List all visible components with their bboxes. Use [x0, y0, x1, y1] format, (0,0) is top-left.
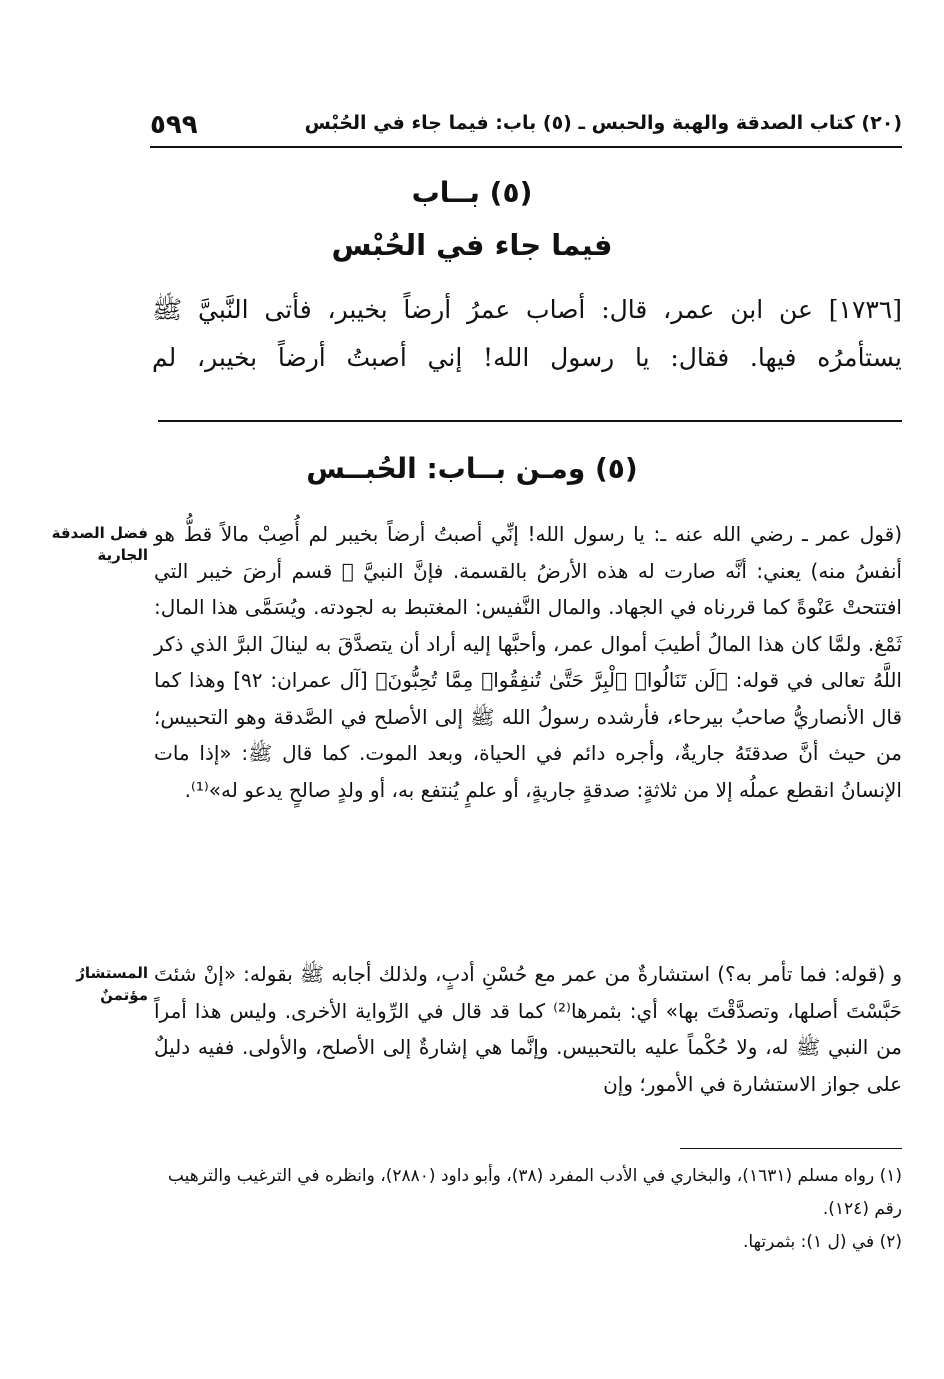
commentary-paragraph: و (قوله: فما تأمر به؟) استشارةٌ من عمر مع حُسْنِ أدبٍ، ولذلك أجابه ﷺ بقوله: «إنْ شئتَ حَبَّسْتَ أصلها، وتصدَّقْتَ بها» أي: بثمرها⁽²⁾ كما قد قال في الرِّواية الأخرى. وليس هذا أمراً من النبي ﷺ له، ولا حُكْماً عليه بالتحبيس. وإنَّما هي إشارةٌ إلى الأصلح، والأولى. ففيه دليلٌ على جواز الاستشارة في الأمور؛ وإن: [154, 962, 902, 1096]
footnote-1: (١) رواه مسلم (١٦٣١)، والبخاري في الأدب المفرد (٣٨)، وأبو داود (٢٨٨٠)، وانظره في الترغيب والترهيب رقم (١٢٤).: [167, 1166, 902, 1219]
commentary-paragraph: (قول عمر ـ رضي الله عنه ـ: يا رسول الله! إنِّي أصبتُ أرضاً بخيبر لم أُصِبْ مالاً قطُّ هو أنفسُ منه) يعني: أنَّه صارت له هذه الأرضُ بالقسمة. فإنَّ النبيَّ ﷺ قسم أرضَ خيبر التي افتتحتْ عَنْوةً كما قررناه في الجهاد. والمال النَّفيس: المغتبط به لجودته. ويُسَمَّى هذا المال: ثَمْغ. ولمَّا كان هذا المالُ أطيبَ أموال عمر، وأحبَّها إليه أراد أن يتصدَّقَ به لينالَ البرَّ الذي ذكر اللَّهُ تعالى في قوله: ﴿لَن تَنَالُوا۟ ٱلْبِرَّ حَتَّىٰ تُنفِقُوا۟ مِمَّا تُحِبُّونَ﴾ [آل عمران: ٩٢] وهذا كما قال الأنصاريُّ صاحبُ بيرحاء، فأرشده رسولُ الله ﷺ إلى الأصلح في الصَّدقة وهو التحبيس؛ من حيث أنَّ صدقتَهُ جاريةٌ، وأجره دائم في الحياة، وبعد الموت. كما قال ﷺ: «إذا مات الإنسانُ انقطع عملُه إلا من ثلاثةٍ: صدقةٍ جاريةٍ، أو علمٍ يُنتفع به، أو ولدٍ صالحٍ يدعو له»⁽¹⁾.: [154, 522, 902, 802]
footnote-2: (٢) في (ل ١): بثمرتها.: [742, 1232, 902, 1252]
margin-note-consultant: [12, 962, 148, 1006]
page-header: [150, 108, 902, 142]
margin-note-line: فضل الصدقة: [51, 524, 148, 542]
chapter-title: فيما جاء في الحُبْس: [331, 228, 613, 262]
section-divider: [158, 420, 902, 422]
page-number: ٥٩٩: [150, 110, 198, 140]
footnotes: [150, 1160, 902, 1259]
margin-note-charity: [12, 522, 148, 566]
running-title: (٢٠) كتاب الصدقة والهبة والحبس ـ (٥) باب: فيما جاء في الحُبْس: [304, 112, 902, 134]
hadith-paragraph: [١٧٣٦] عن ابن عمر، قال: أصاب عمرُ أرضاً بخيبر، فأتى النَّبيَّ ﷺ يستأمرُه فيها. فقال: يا رسول الله! إني أصبتُ أرضاً بخيبر، لم: [152, 295, 902, 372]
margin-note-line: المستشارُ: [76, 964, 148, 982]
commentary-block-1: [154, 516, 902, 808]
commentary-title: (٥) ومـن بــاب: الحُبــس: [306, 452, 638, 485]
commentary-block-2: [154, 956, 902, 1102]
header-rule: [150, 146, 902, 148]
footnote-rule: [680, 1148, 902, 1149]
chapter-number: (٥) بــاب: [411, 176, 533, 209]
hadith-text: [152, 286, 902, 382]
margin-note-line: الجارية: [97, 546, 148, 564]
margin-note-line: مؤتمنٌ: [100, 986, 148, 1004]
